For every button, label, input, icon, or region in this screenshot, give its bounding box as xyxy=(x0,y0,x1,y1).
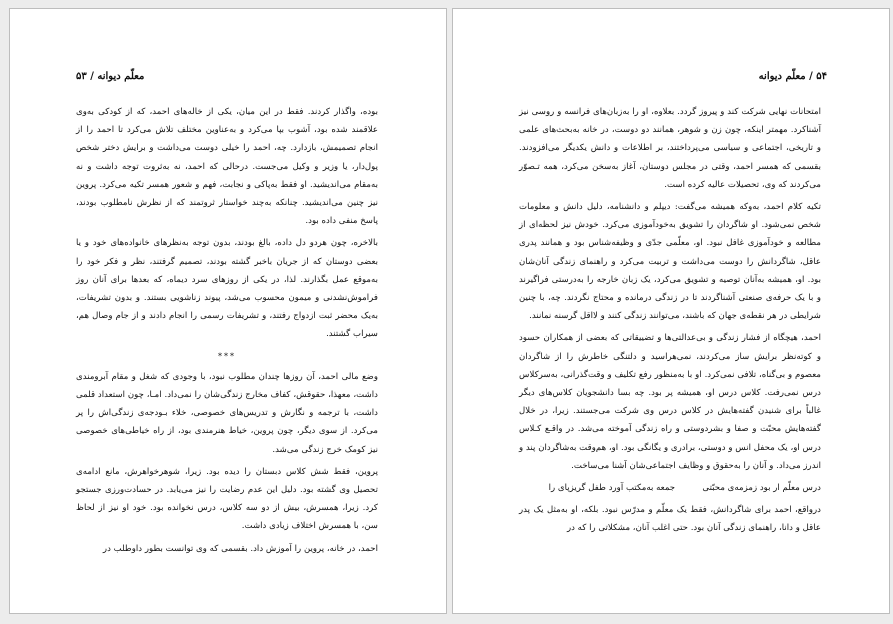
paragraph: احمد، هیچگاه از فشار زندگی و بی‌عدالتی‌ها و تضییقاتی که بعضی از همکاران حسود و کوته‌نظر برایش ساز می‌کردند، نمی‌هراسید و دلتنگی خاطرش را از شاگردان معصوم و بی‌گناه، تلافی نمی‌کرد. او با به‌منظور رفع تکلیف و وقت‌گذرانی، به‌سرکلاس درس نمی‌رفت. کلاس درس او، همیشه پر بود. چه بسا دانشجویان کلاس‌های دیگر غالباً برای شنیدن گفته‌هایش در کلاس درس وی شرکت می‌جستند. زیرا، در خلال گفته‌هایش محبّت و صفا و بشردوستی و راه زندگی آموخته می‌شد. در واقـع کـلاس درس او، یک محفل انس و دوستی، برادری و یگانگی بود. او، هم‌وقت به‌شاگردان پند و اندرز می‌داد. و آنان را به‌حقوق و وظایف اجتماعی‌شان آشنا می‌ساخت. xyxy=(519,333,821,471)
page-body xyxy=(519,103,821,542)
poem-verse: درس معلّم ار بود زمزمه‌ی محبّتی جمعه به‌مکتب آورد طفل گریزپای را xyxy=(548,483,821,494)
paragraph: تکیه کلام احمد، به‌وکه همیشه می‌گفت: دیپلم و دانشنامه، دلیل دانش و معلومات شخص نمی‌شود. او شاگردان را تشویق به‌خودآموزی می‌کرد. خودش نیز لحظه‌ای از مطالعه و خودآموزی غافل نبود. او، معلّمی جدّی و وظیفه‌شناس بود و همانند پدری عاقل، شاگردانش را دوست می‌داشت و تربیت می‌کرد و راهنمای زندگی آنان‌شان بود. او، همیشه به‌آنان توصیه و تشویق می‌کرد، یک زبان خارجه را به‌درستی فراگیرند و با یک حرفه‌ی صنعتی آشناگردند تا در زندگی درمانده و محتاج نگردند. چه، با چنین شرایطی در هر نقطه‌ی جهان که باشند، می‌توانند زندگی کنند و لااقل گرسنه نمانند. xyxy=(519,202,821,322)
paragraph: وضع مالی احمد، آن روزها چندان مطلوب نبود، با وجودی که شغل و مقام آبرومندی داشت، معهذا، حقوقش، کفاف مخارج زندگی‌شان را نمی‌داد. امـا، چون استعداد قلمی داشت، با ترجمه و نگارش و تدریس‌های خصوصی، خلاء بـودجه‌ی زندگی‌اش را پر می‌کرد. از سوی دیگر، چون پروین، خیاط هنرمندی بود، از راه خیاطی‌های خصوصی نیز کومک خرج زندگی می‌شد. xyxy=(76,371,378,455)
paragraph: بوده، واگذار کردند. فقط در این میان، یکی از خاله‌های احمد، که از کودکی به‌وی علاقمند شده بود، آشوب بپا می‌کرد و به‌عناوین مختلف تلاش می‌کرد تا احمد را از انجام تصمیمش، بازدارد. چه، احمد را خیلی دوست می‌داشت و برایش دختر شخص پول‌دار، یا وزیر و وکیل می‌جست. درحالی که احمد، نه به‌ثروت توجه داشت و نه به‌مقام می‌اندیشید. او فقط به‌پاکی و نجابت، فهم و شعور همسر تکیه می‌کرد. پروین نیز چنین می‌اندیشید. چنانکه به‌چند خواستار ثروتمند که از نظرش نامطلوب بودند، پاسخ منفی داده بود. xyxy=(76,107,378,227)
paragraph: احمد، در خانه، پروین را آموزش داد. بقسمی که وی توانست بطور داوطلب در xyxy=(102,543,378,554)
page-body xyxy=(76,103,378,562)
paragraph: بالاخره، چون هردو دل داده، بالغ بودند، بدون توجه به‌نظرهای خانواده‌های خود و یا بعضی دوستان که از جریان باخبر گشته بودند، تصمیم گرفتند، نظر و فکر خود را به‌موقع عمل بگذارند. لذا، در یکی از روزهای سرد دیماه، که بعدها برای آنان روز فراموش‌نشدنی و میمون محسوب می‌شد، پیوند زناشویی بستند. و بدون تشریفات، به‌یک محضر ثبت ازدواج رفتند، و تشریفات رسمی را انجام دادند و از جام وصال هم، سیراب گشتند. xyxy=(76,238,378,340)
page-right xyxy=(452,8,890,614)
paragraph: درواقع، احمد برای شاگردانش، فقط یک معلّم و مدرّس نبود. بلکه، او به‌مثل یک پدر عاقل و دانا، راهنمای زندگی آنان بود. حتی اغلب آنان، مشکلاتی را که در xyxy=(519,505,821,534)
paragraph: امتحانات نهایی شرکت کند و پیروز گردد. بعلاوه، او را به‌زبان‌های فرانسه و روسی نیز آشناکرد. مهمتر اینکه، چون زن و شوهر، همانند دو دوست، در خانه به‌بحث‌های علمی و تاریخی، اجتماعی و سیاسی می‌پرداختند، بر اطلاعات و دانش یکدیگر می‌افزودند. بقسمی که همسر احمد، وقتی در مجلس دوستان، آغاز به‌سخن می‌کرد، همه تـصوّر می‌کردند که وی، تحصیلات عالیه کرده است. xyxy=(519,107,821,190)
page-left xyxy=(9,8,447,614)
page-header: معلّم دیوانه / ۵۳ xyxy=(76,71,145,82)
paragraph: پروین، فقط شش کلاس دبستان را دیده بود. زیرا، شوهرخواهرش، مانع ادامه‌ی تحصیل وی گشته بود. دلیل این عدم رضایت را نیز می‌یابد. در حسادت‌ورزی جستجو کرد. زیرا، همسرش، بیش از دو سه کلاس، درس نخوانده بود. خود او نیز از لحاظ سن، با همسرش اختلاف زیادی داشت. xyxy=(76,466,378,532)
page-header: ۵۴ / معلّم دیوانه xyxy=(758,71,827,82)
section-separator: *** xyxy=(218,351,236,361)
